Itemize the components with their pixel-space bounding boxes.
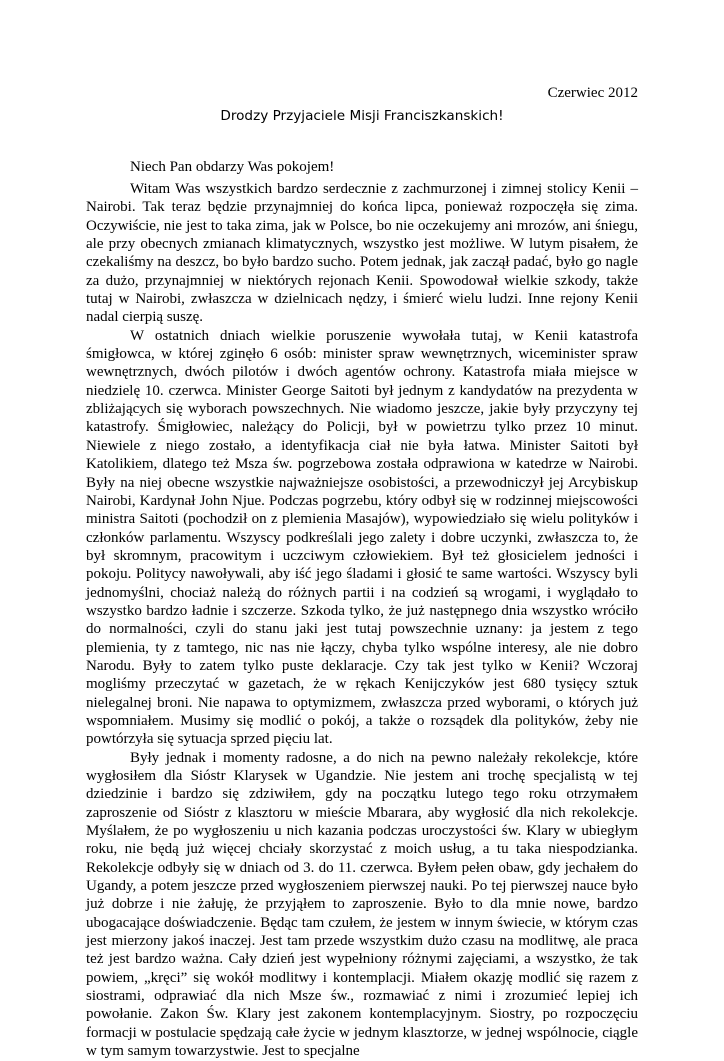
letter-greeting: Drodzy Przyjaciele Misji Franciszkanskich! — [220, 108, 504, 124]
body-paragraph: Witam Was wszystkich bardzo serdecznie z zachmurzonej i zimnej stolicy Kenii – Nairobi. Tak teraz będzie przynajmniej do końca lipca, ponieważ rozpoczęła się zima. Oczywiście, nie jest to taka zima, jak w Polsce, bo nie oczekujemy ani mrozów, ani śniegu, ale przy obecnych zmianach klimatycznych, wszystko jest możliwe. W lutym pisałem, że czekaliśmy na deszcz, bo było bardzo sucho. Potem jednak, jak zaczął padać, było go nagle za dużo, przynajmniej w niektórych rejonach Kenii. Spowodował wielkie szkody, także tutaj w Nairobi, zwłaszcza w dzielnicach nędzy, i śmierć wielu ludzi. Inne rejony Kenii nadal cierpią suszę. — [86, 181, 638, 326]
letter-body — [86, 180, 638, 1061]
body-paragraph: Były jednak i momenty radosne, a do nich na pewno należały rekolekcje, które wygłosiłem dla Sióstr Klarysek w Ugandzie. Nie jestem ani trochę specjalistą w tej dziedzinie i bardzo się zdziwiłem, gdy na początku lutego tego roku otrzymałem zaproszenie od Sióstr z klasztoru w mieście Mbarara, aby wygłosić dla nich rekolekcje. Myślałem, że po wygłoszeniu u nich kazania podczas uroczystości św. Klary w ubiegłym roku, nie będą już więcej chciały skorzystać z moich usług, a tu taka niespodzianka. Rekolekcje odbyły się w dniach od 3. do 11. czerwca. Byłem pełen obaw, gdy jechałem do Ugandy, a potem jeszcze przed wygłoszeniem pierwszej nauki. Po tej pierwszej nauce było już dobrze i nie żałuję, że przyjąłem to zaproszenie. Było to dla mnie nowe, bardzo ubogacające doświadczenie. Będąc tam czułem, że jestem w innym świecie, w którym czas jest mierzony jakoś inaczej. Jest tam przede wszystkim dużo czasu na modlitwę, ale praca też jest bardzo ważna. Cały dzień jest wypełniony różnymi zajęciami, a wszystko, że tak powiem, „kręci” się wokół modlitwy i kontemplacji. Miałem okazję modlić się razem z siostrami, odprawiać dla nich Msze św., rozmawiać z nimi i zrozumieć lepiej ich powołanie. Zakon Św. Klary jest zakonem kontemplacyjnym. Siostry, po rozpoczęciu formacji w postulacie spędzają całe życie w jednym klasztorze, w jednej wspólnocie, ciągle w tym samym towarzystwie. Jest to specjalne — [86, 749, 638, 1060]
letter-opening-line: Niech Pan obdarzy Was pokojem! — [130, 159, 335, 175]
body-paragraph: W ostatnich dniach wielkie poruszenie wywołała tutaj, w Kenii katastrofa śmigłowca, w której zginęło 6 osób: minister spraw wewnętrznych, wiceminister spraw wewnętrznych, dwóch pilotów i dwóch agentów ochrony. Katastrofa miała miejsce w niedzielę 10. czerwca. Minister George Saitoti był jednym z kandydatów na prezydenta w zbliżających się wyborach powszechnych. Nie wiadomo jeszcze, jakie były przyczyny tej katastrofy. Śmigłowiec, należący do Policji, był w powietrzu tylko przez 10 minut. Niewiele z niego zostało, a identyfikacja ciał nie była łatwa. Minister Saitoti był Katolikiem, dlatego też Msza św. pogrzebowa została odprawiona w katedrze w Nairobi. Były na niej obecne wszystkie najważniejsze osobistości, a przewodniczył jej Arcybiskup Nairobi, Kardynał John Njue. Podczas pogrzebu, który odbył się w rodzinnej miejscowości ministra Saitoti (pochodził on z plemienia Masajów), wypowiedziało się wielu polityków i członków parlamentu. Wszyscy podkreślali jego zalety i dobre uczynki, zwłaszcza to, że był skromnym, pracowitym i uczciwym człowiekiem. Był też głosicielem jedności i pokoju. Politycy nawoływali, aby iść jego śladami i głosić te same wartości. Wszyscy byli jednomyślni, chociaż należą do różnych partii i na codzień są wrogami, i wyglądało to wszystko bardzo ładnie i szczerze. Szkoda tylko, że już następnego dnia wszystko wróciło do normalności, czyli do stanu jaki jest tutaj powszechnie uznany: ja jestem z tego plemienia, ty z tamtego, nic nas nie łączy, chyba tylko wspólne interesy, ale nie dobro Narodu. Były to zatem tylko puste deklaracje. Czy tak jest tylko w Kenii? Wczoraj mogliśmy przeczytać w gazetach, że w rękach Kenijczyków jest 680 tysięcy sztuk nielegalnej broni. Nie napawa to optymizmem, zwłaszcza przed wyborami, o których już wspomniałem. Musimy się modlić o pokój, a także o rozsądek dla polityków, żeby nie powtórzyła się sytuacja sprzed pięciu lat. — [86, 327, 638, 748]
letter-date: Czerwiec 2012 — [547, 85, 638, 101]
